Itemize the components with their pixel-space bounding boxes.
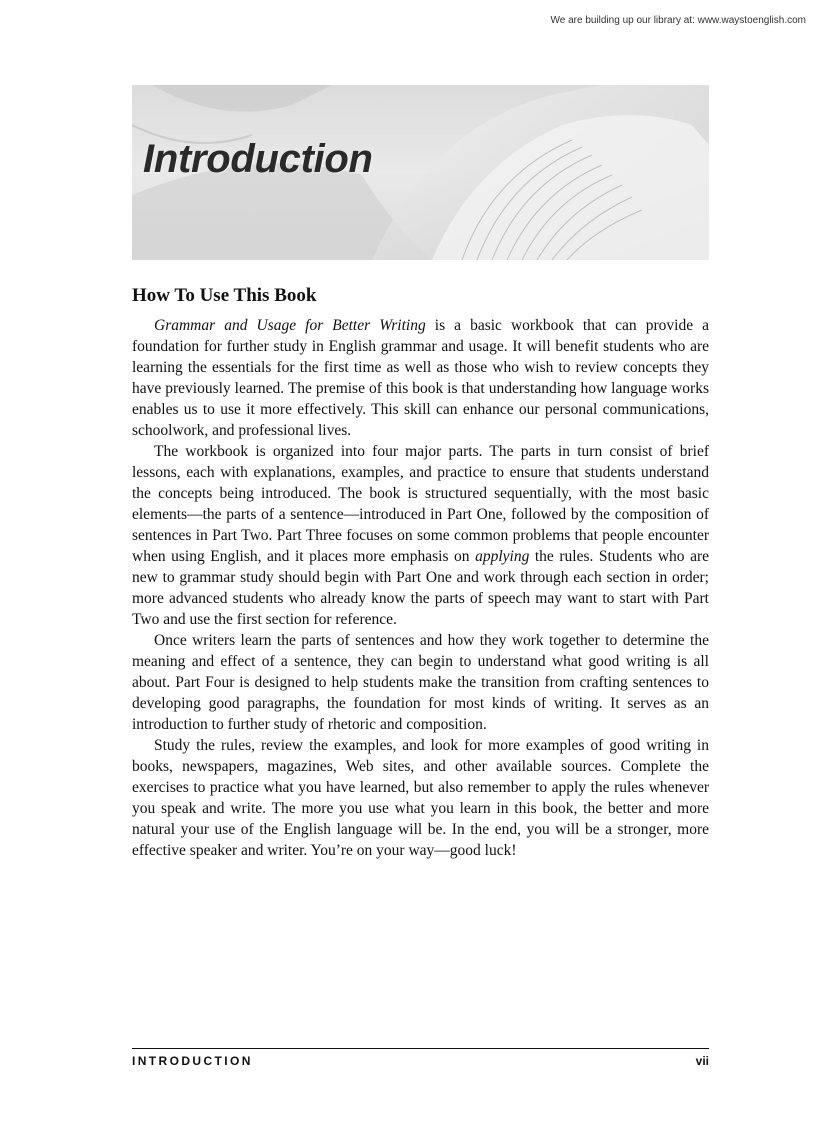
page-number: vii <box>695 1054 709 1068</box>
paragraph: Study the rules, review the examples, and look for more examples of good writing in books, newspapers, magazines, Web sites, and other available sources. Complete the exercises to practice what you have learned, but also remember to apply the rules whenever you speak and write. The more you use what you learn in this book, the better and more natural your use of the English language will be. In the end, you will be a stronger, more effective speaker and writer. You’re on your way—good luck! <box>132 737 709 859</box>
library-note: We are building up our library at: www.waystoenglish.com <box>550 15 806 26</box>
paragraph: Grammar and Usage for Better Writing is a basic workbook that can provide a foundation for further study in English grammar and usage. It will benefit students who are learning the essentials for the first time as well as those who wish to review concepts they have previously learned. The premise of this book is that understanding how language works enables us to use it more effectively. This skill can enhance our personal communications, schoolwork, and professional lives. <box>132 317 710 439</box>
section-heading: How To Use This Book <box>132 285 317 306</box>
chapter-title: Introduction <box>143 137 373 181</box>
book-title: Grammar and Usage for Better Writing <box>154 317 426 334</box>
footer-rule <box>132 1048 709 1049</box>
paragraph: Once writers learn the parts of sentences and how they work together to determine the meaning and effect of a sentence, they can begin to understand what good writing is all about. Part Four is designed to help students make the transition from crafting sentences to developing good paragraphs, the foundation for most kinds of writing. It serves as an introduction to further study of rhetoric and composition. <box>132 632 709 733</box>
footer-label: INTRODUCTION <box>132 1054 253 1068</box>
emphasis: applying <box>475 548 530 565</box>
paragraph: The workbook is organized into four major parts. The parts in turn consist of brief lessons, each with explanations, examples, and practice to ensure that students understand the concepts being introduced. The book is structured sequentially, with the most basic elements—the parts of a sentence—introduced in Part One, followed by the composition of sentences in Part Two. Part Three focuses on some common problems that people encounter when using English, and it places more emphasis on applying the rules. Students who are new to grammar study should begin with Part One and work through each section in order; more advanced students who already know the parts of speech may want to start with Part Two and use the first section for reference. <box>132 443 710 628</box>
chapter-banner <box>132 85 709 260</box>
body-text <box>132 315 709 861</box>
